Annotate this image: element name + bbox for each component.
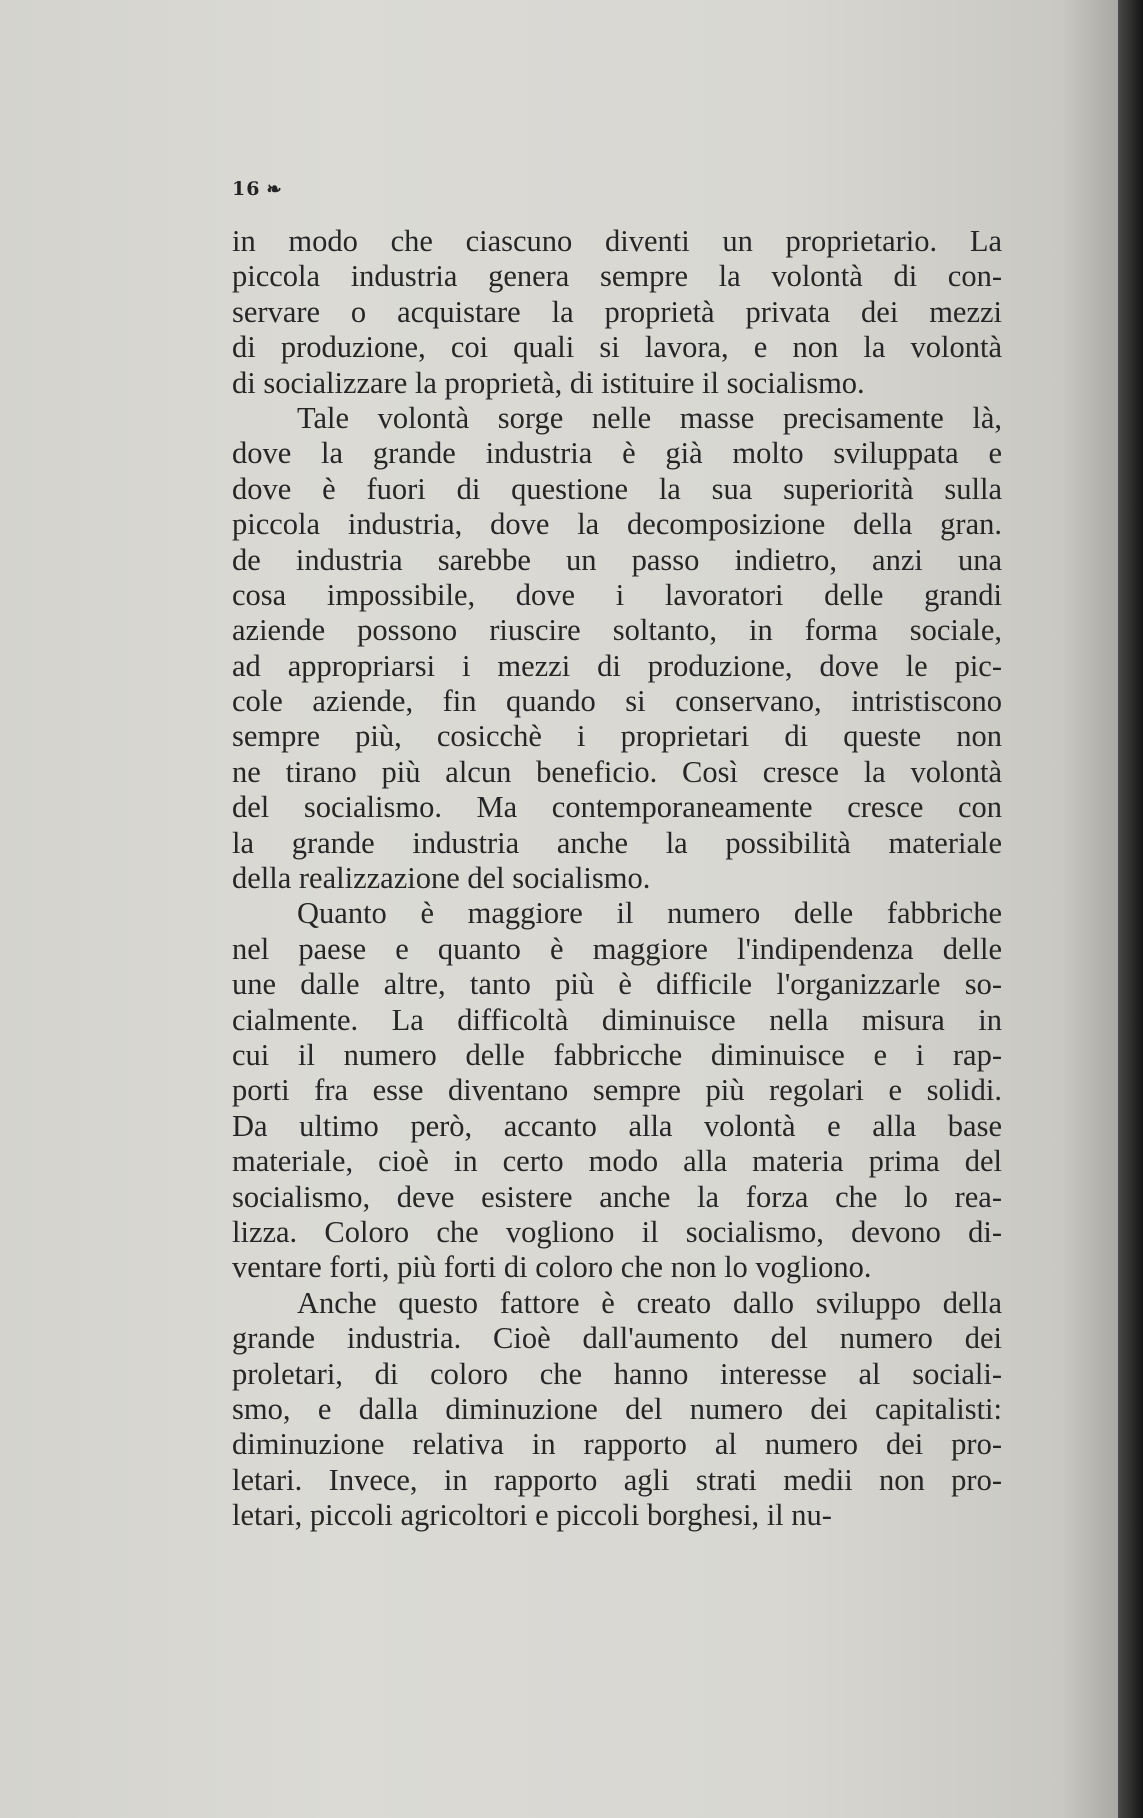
text-line: ne tirano più alcun beneficio. Così cresce la volontà xyxy=(232,754,1002,789)
text-line: servare o acquistare la proprietà privata dei mezzi xyxy=(232,294,1002,329)
paragraph xyxy=(232,896,1002,1285)
text-line: de industria sarebbe un passo indietro, anzi una xyxy=(232,542,1002,577)
body-text xyxy=(232,224,1002,1533)
text-line: cialmente. La difficoltà diminuisce nella misura in xyxy=(232,1002,1002,1037)
text-line: piccola industria, dove la decomposizione della gran. xyxy=(232,507,1002,542)
text-line: smo, e dalla diminuzione del numero dei capitalisti: xyxy=(232,1391,1002,1426)
text-line: une dalle altre, tanto più è difficile l'organizzarle so- xyxy=(232,967,1002,1002)
text-line: dove la grande industria è già molto sviluppata e xyxy=(232,436,1002,471)
text-line: lizza. Coloro che vogliono il socialismo, devono di- xyxy=(232,1214,1002,1249)
text-line: cosa impossibile, dove i lavoratori delle grandi xyxy=(232,577,1002,612)
text-line: dove è fuori di questione la sua superiorità sulla xyxy=(232,471,1002,506)
text-line: Quanto è maggiore il numero delle fabbriche xyxy=(297,896,1002,931)
text-line: grande industria. Cioè dall'aumento del numero dei xyxy=(232,1321,1002,1356)
text-line: porti fra esse diventano sempre più regolari e solidi. xyxy=(232,1073,1002,1108)
text-line: materiale, cioè in certo modo alla materia prima del xyxy=(232,1144,1002,1179)
ornament-icon: ❧ xyxy=(266,179,283,200)
page-number: 16 xyxy=(232,178,261,200)
text-line: letari, piccoli agricoltori e piccoli borghesi, il nu- xyxy=(232,1498,832,1533)
text-line: di socializzare la proprietà, di istituire il socialismo. xyxy=(232,365,865,400)
text-line: socialismo, deve esistere anche la forza che lo rea- xyxy=(232,1179,1002,1214)
paragraph xyxy=(232,224,1002,401)
text-line: Da ultimo però, accanto alla volontà e alla base xyxy=(232,1108,1002,1143)
text-line: ad appropriarsi i mezzi di produzione, dove le pic- xyxy=(232,648,1002,683)
text-line: in modo che ciascuno diventi un proprietario. La xyxy=(232,224,1002,258)
text-line: sempre più, cosicchè i proprietari di queste non xyxy=(232,719,1002,754)
text-line: cole aziende, fin quando si conservano, intristiscono xyxy=(232,684,1002,719)
text-line: piccola industria genera sempre la volontà di con- xyxy=(232,259,1002,294)
book-binding-edge xyxy=(1118,0,1143,1818)
text-line: nel paese e quanto è maggiore l'indipendenza delle xyxy=(232,931,1002,966)
text-line: aziende possono riuscire soltanto, in forma sociale, xyxy=(232,613,1002,648)
paragraph xyxy=(232,1286,1002,1534)
text-line: la grande industria anche la possibilità materiale xyxy=(232,825,1002,860)
text-line: cui il numero delle fabbricche diminuisce e i rap- xyxy=(232,1037,1002,1072)
text-line: della realizzazione del socialismo. xyxy=(232,861,651,896)
text-line: ventare forti, più forti di coloro che non lo vogliono. xyxy=(232,1250,872,1285)
text-line: Anche questo fattore è creato dallo sviluppo della xyxy=(297,1285,1002,1320)
text-line: proletari, di coloro che hanno interesse al sociali- xyxy=(232,1356,1002,1391)
text-line: diminuzione relativa in rapporto al numero dei pro- xyxy=(232,1427,1002,1462)
page-header xyxy=(232,178,283,200)
paragraph xyxy=(232,401,1002,896)
text-line: letari. Invece, in rapporto agli strati medii non pro- xyxy=(232,1462,1002,1497)
text-line: di produzione, coi quali si lavora, e non la volontà xyxy=(232,330,1002,365)
text-line: del socialismo. Ma contemporaneamente cresce con xyxy=(232,790,1002,825)
text-line: Tale volontà sorge nelle masse precisamente là, xyxy=(297,400,1002,435)
